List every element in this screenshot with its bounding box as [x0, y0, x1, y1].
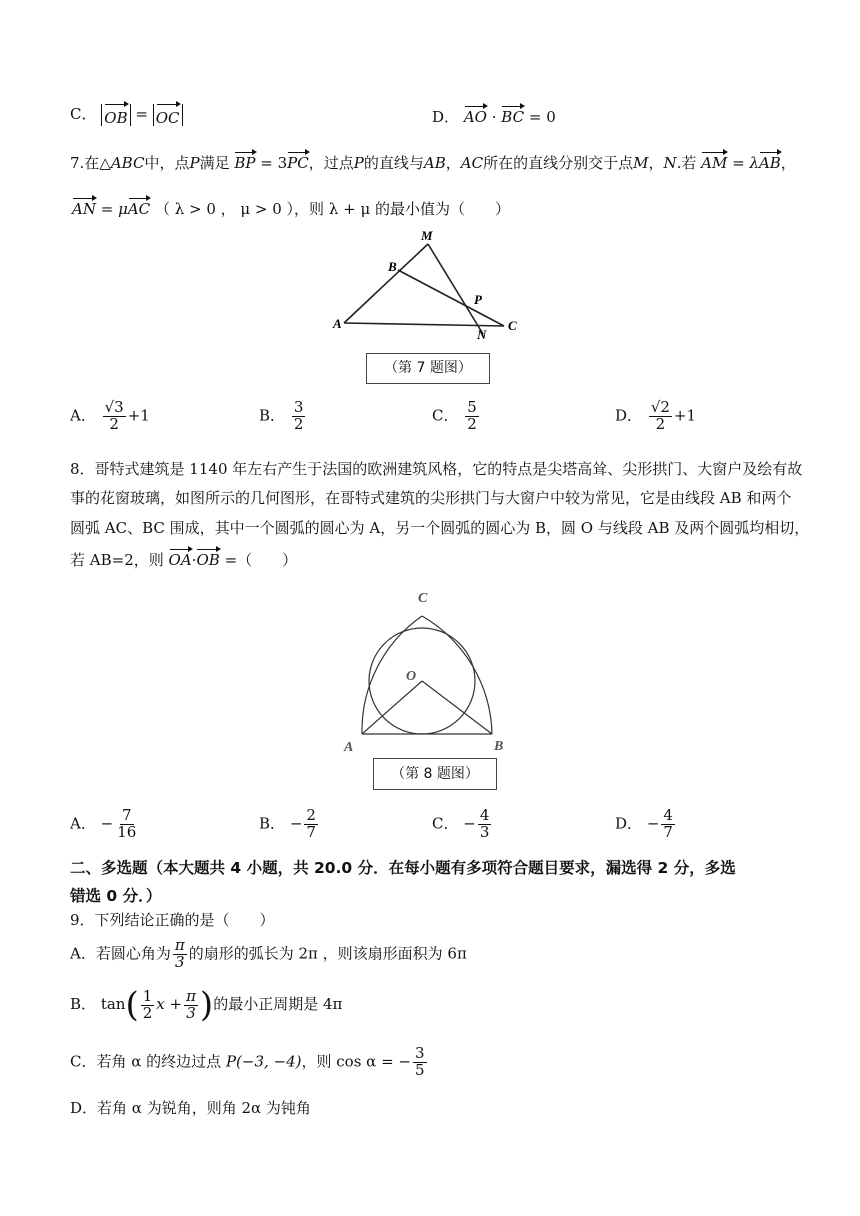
fraction: [103, 400, 126, 433]
text: ，: [648, 154, 664, 172]
q9-option-a: [70, 938, 467, 971]
text: 的扇形的弧长为 2π ，则该扇形面积为 6π: [188, 944, 467, 963]
denominator: 7: [306, 822, 316, 841]
vector-ab: AB: [758, 154, 781, 172]
denominator: 7: [663, 822, 673, 841]
fraction: [478, 808, 492, 841]
denominator: 2: [293, 414, 304, 433]
text: 所在的直线分别交于点: [483, 154, 634, 172]
label-o: O: [406, 669, 417, 684]
line-ac: [344, 323, 504, 326]
equation-rhs: = 0: [528, 108, 556, 126]
point-n: N: [663, 154, 677, 172]
abs-vector-oc: OC: [153, 104, 183, 126]
denominator: 3: [175, 952, 185, 971]
numerator: √2: [650, 398, 670, 416]
numerator: π: [186, 986, 196, 1005]
q8-option-d: [615, 808, 677, 841]
option-label: B．: [259, 814, 286, 833]
q8-figure: [338, 584, 518, 756]
q9-option-d: D．若角 α 为锐角，则角 2α 为钝角: [70, 1099, 311, 1117]
vector-ao: AO: [463, 108, 487, 126]
option-label: D．: [615, 406, 643, 425]
q7-option-d: [615, 400, 696, 433]
vector-oa: OA: [168, 551, 192, 569]
label-m: M: [421, 228, 433, 243]
text: （ λ > 0 ， μ > 0 ），则 λ + μ 的最小值为（ ）: [154, 200, 510, 218]
label-a: A: [344, 740, 354, 755]
dot-operator: ·: [191, 551, 197, 569]
text: 的直线与: [363, 154, 424, 172]
label-n: N: [477, 327, 487, 342]
option-label: C．: [70, 105, 97, 123]
q7-option-b: [259, 400, 307, 433]
vector-an: AN: [72, 200, 96, 218]
text: ，: [445, 154, 461, 172]
text: A．若圆心角为: [70, 944, 171, 963]
q7-option-c: [432, 400, 481, 433]
minus-sign: −: [463, 814, 476, 833]
point-p: P: [353, 154, 364, 172]
label-b: B: [388, 259, 397, 274]
text: = μ: [100, 200, 128, 218]
fraction: [304, 808, 318, 841]
label-p: P: [474, 292, 482, 307]
text: =（ ）: [224, 551, 298, 569]
numerator: √3: [104, 398, 124, 416]
denominator: 2: [109, 414, 119, 433]
numerator: 1: [142, 986, 153, 1005]
numerator: 3: [414, 1044, 425, 1062]
q7-stem-line2: [72, 198, 510, 219]
left-paren: (: [125, 985, 139, 1025]
option-label: D．: [615, 814, 643, 833]
numerator: 5: [467, 398, 477, 416]
fraction: [292, 400, 306, 433]
vector-ob: OB: [196, 551, 220, 569]
abs-vector-ob: OB: [101, 104, 130, 126]
q7-option-a: [70, 400, 150, 433]
triangle-abc: △ABC: [99, 154, 145, 172]
numerator: 7: [121, 806, 132, 824]
text: 满足: [199, 154, 230, 172]
label-c: C: [508, 318, 517, 333]
minus-sign: −: [289, 814, 303, 833]
label-c: C: [418, 591, 428, 606]
option-label: A．: [70, 406, 96, 425]
q6-option-c: [70, 103, 183, 126]
fraction: [115, 808, 138, 841]
vector-am: AM: [701, 154, 728, 172]
q9-stem: 9．下列结论正确的是（ ）: [70, 911, 275, 929]
label-a: A: [333, 316, 342, 331]
point-m: M: [633, 154, 649, 172]
vector-bp: BP: [234, 154, 256, 172]
fraction: [661, 808, 675, 841]
dot-operator: ·: [491, 108, 497, 126]
q9-option-b: [70, 985, 343, 1025]
line-bc: [398, 270, 504, 326]
segment-ac: AC: [460, 154, 484, 172]
q6-option-d: [432, 106, 556, 127]
option-label: B．: [259, 406, 286, 425]
denominator: 3: [479, 822, 490, 841]
segment-ob: [422, 681, 492, 734]
q8-option-a: [70, 808, 140, 841]
vector-bc: BC: [501, 108, 525, 126]
text: = λ: [732, 154, 759, 172]
numerator: π: [174, 936, 185, 954]
fraction: [173, 938, 187, 971]
fraction: [649, 400, 672, 433]
label-b: B: [494, 739, 504, 754]
q7-figure: [330, 226, 530, 346]
text: 中，点: [144, 154, 190, 172]
text: +1: [127, 406, 150, 425]
fraction: [184, 986, 198, 1022]
point-p: P: [189, 154, 200, 172]
tan-function: tan: [100, 995, 126, 1013]
minus-sign: −: [646, 814, 660, 833]
line-mn: [428, 244, 483, 334]
segment-oa: [362, 681, 422, 734]
arc-bc: [422, 616, 492, 734]
section2-heading-line2: 错选 0 分．）: [70, 887, 162, 905]
equals-sign: =: [135, 105, 148, 123]
line-am: [344, 244, 428, 323]
option-label: A．: [70, 814, 96, 833]
option-label: C．: [432, 406, 459, 425]
q8-stem-line2: 事的花窗玻璃，如图所示的几何图形，在哥特式建筑的尖形拱门与大窗户中较为常见，它是由线段 AB 和两个: [70, 489, 792, 507]
denominator: 2: [467, 414, 477, 433]
denominator: 3: [186, 1003, 196, 1022]
option-label: C．: [432, 814, 459, 833]
numerator: 3: [293, 398, 304, 416]
q8-stem-line4: [70, 549, 297, 570]
right-paren: ): [199, 985, 214, 1025]
text: ，: [780, 154, 796, 172]
text: x +: [156, 995, 183, 1013]
denominator: 2: [142, 1003, 153, 1022]
q8-figure-caption: （第 8 题图）: [373, 758, 497, 790]
denominator: 5: [414, 1060, 425, 1079]
vector-pc: PC: [287, 154, 309, 172]
text: .若: [676, 154, 697, 172]
denominator: 16: [117, 822, 137, 841]
q7-stem-line1: [70, 152, 796, 173]
q8-stem-line1: 8．哥特式建筑是 1140 年左右产生于法国的欧洲建筑风格，它的特点是尖塔高耸、尖形拱门、大窗户及绘有故: [70, 460, 803, 478]
numerator: 4: [663, 806, 673, 824]
option-label: B．: [70, 995, 97, 1013]
text: 7.在: [70, 154, 100, 172]
segment-ab: AB: [423, 154, 446, 172]
q8-stem-line3: 圆弧 AC、BC 围成，其中一个圆弧的圆心为 A，另一个圆弧的圆心为 B，圆 O 与线段 AB 及两个圆弧均相切，: [70, 519, 810, 537]
text: ，过点: [308, 154, 354, 172]
text: C．若角 α 的终边过点: [70, 1052, 222, 1071]
vector-ac: AC: [127, 200, 151, 218]
text: ，则 cos α = −: [301, 1052, 411, 1071]
numerator: 4: [479, 806, 490, 824]
q8-option-c: [432, 808, 493, 841]
point-p: P(−3, −4): [225, 1052, 302, 1071]
fraction: [413, 1046, 427, 1079]
q7-figure-caption: （第 7 题图）: [366, 353, 490, 384]
text: 若 AB=2，则: [70, 551, 164, 569]
fraction: [141, 986, 155, 1022]
text: +1: [673, 406, 697, 425]
option-label: D．: [432, 108, 460, 126]
minus-sign: −: [100, 814, 114, 833]
section2-heading-line1: 二、多选题（本大题共 4 小题，共 20.0 分．在每小题有多项符合题目要求，漏选得 2 分，多选: [70, 859, 736, 877]
numerator: 2: [306, 806, 316, 824]
fraction: [465, 400, 479, 433]
text: = 3: [260, 154, 288, 172]
text: 的最小正周期是 4π: [213, 995, 343, 1013]
q8-option-b: [259, 808, 320, 841]
q9-option-c: [70, 1046, 429, 1079]
denominator: 2: [655, 414, 666, 433]
